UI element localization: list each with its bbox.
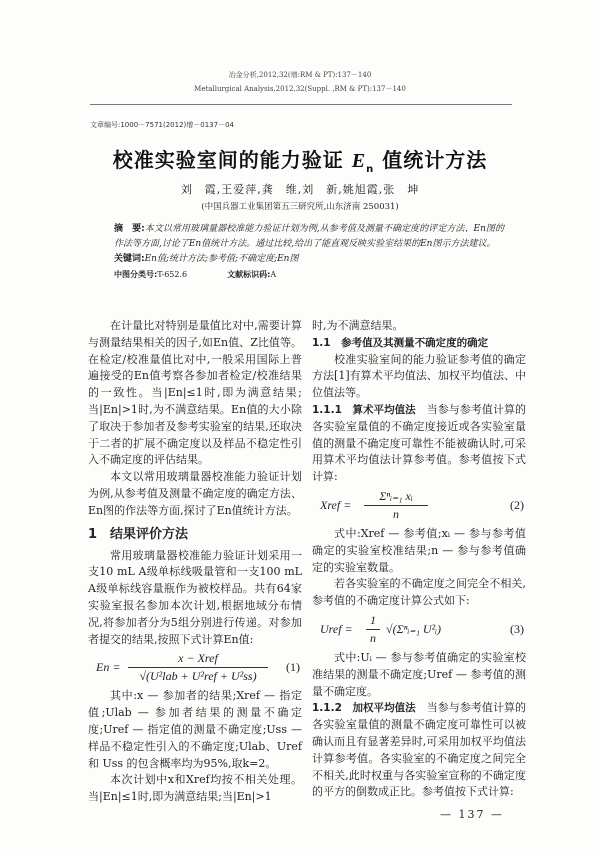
eq3-definitions: 式中:Uᵢ — 参与参考值确定的实验室校准结果的测量不确定度;Uref — 参考值的测量不确定度。: [312, 650, 526, 698]
paper-title: [0, 144, 600, 175]
eq3-numerator: 1: [366, 612, 380, 630]
doc-code: A: [270, 270, 277, 279]
eq1-number: (1): [286, 660, 300, 675]
keywords-label: 关键词:: [114, 254, 145, 264]
section1-1-paragraph: 校准实验室间的能力验证参考值的确定方法[1]有算术平均值法、加权平均值法、中位值法等。: [312, 352, 526, 400]
section-heading-1-1-2: 1.1.2 加权平均值法: [312, 702, 416, 715]
eq2-denominator: n: [393, 506, 399, 521]
right-column: [312, 318, 526, 801]
eq1-numerator: x − Xref: [128, 650, 268, 668]
eq3-number: (3): [510, 621, 524, 636]
eq2-lhs: Xref =: [320, 497, 352, 512]
section1-paragraph-2: 本次计划中x和Xref均按不相关处理。当|En|≤1时,即为满意结果;当|En|>1: [88, 773, 302, 804]
eq3-root: √(Σⁿᵢ₌₁ U²ᵢ): [386, 621, 442, 636]
equation-1: [88, 648, 302, 688]
section1-1-1-paragraph: 当参与参考值计算的各实验室量值的不确定度接近或各实验室量值的测量不确定度可靠性不能被确认时,可采用算术平均值法计算参考值。参考值按下式计算:: [312, 402, 527, 484]
equation-3: [312, 610, 526, 650]
eq1-definitions: 其中:x — 参加者的结果;Xref — 指定值;Ulab — 参加者结果的测量不确定度;Uref — 指定值的测量不确定度;Uss — 样品不稳定性引入的不确定度;Ulab、Uref 和 Uss 的包含概率均为95%,取k=2。: [88, 689, 302, 770]
intro-paragraph-1: 在计量比对特别是量值比对中,需要计算与测量结果相关的因子,如En值、Z比值等。在检定/校准量值比对中,一般采用国际上普遍接受的En值考察各参加者检定/校准结果的一致性。当|En|≤1时,即为满意结果;当|En|>1时,为不满意结果。En值的大小除了取决于参加者及参考实验室的结果,还取决于二者的扩展不确定度以及样品不稳定性引入不确定度的评估结果。: [88, 319, 302, 467]
affiliation: (中国兵器工业集团第五三研究所,山东济南 250031): [201, 202, 399, 212]
section-heading-1-1: 1.1 参考值及其测量不确定度的确定: [312, 336, 489, 349]
page-number: — 137 —: [440, 808, 504, 821]
eq3-lhs: Uref =: [320, 621, 353, 636]
title-text-end: 值统计方法: [374, 148, 488, 172]
uncertainty-paragraph: 若各实验室的不确定度之间完全不相关,参考值的不确定度计算公式如下:: [312, 577, 526, 608]
eq1-lhs: En =: [96, 660, 121, 675]
title-text: 校准实验室间的能力验证: [112, 148, 352, 172]
eq1-denominator: √(U²lab + U²ref + U²ss): [139, 669, 257, 684]
journal-citation-cn: 冶金分析,2012,32(增:RM & PT):137－140: [228, 71, 372, 79]
eq3-denominator: n: [370, 630, 376, 645]
clc-label: 中图分类号:: [114, 270, 158, 279]
abstract: [114, 222, 504, 282]
header-rule: [90, 104, 512, 105]
continued-text: 时,为不满意结果。: [312, 319, 404, 332]
journal-citation-en: Metallurgical Analysis,2012,32(Suppl. ,RM & PT):137－140: [194, 85, 406, 93]
equation-2: [312, 486, 526, 526]
title-subscript: n: [366, 164, 375, 175]
eq2-definitions: 式中:Xref — 参考值;xᵢ — 参与参考值确定的实验室校准结果;n — 参与参考值确定的实验室数量。: [312, 526, 526, 574]
section1-paragraph: 常用玻璃量器校准能力验证计划采用一支10 mL A级单标线吸量管和一支100 mL A级单标线容量瓶作为被校样品。共有64家实验室报名参加本次计划,根据地域分布情况,将参加者分为5组分别进行传递。对参加者提交的结果,按照下式计算En值:: [88, 548, 302, 646]
intro-paragraph-2: 本文以常用玻璃量器校准能力验证计划为例,从参考值及测量不确定度的确定方法、En图的作法等方面,探讨了En值统计方法。: [88, 470, 302, 517]
section-heading-1: 1 结果评价方法: [88, 526, 189, 542]
clc-code: T-652.6: [157, 270, 188, 279]
authors: 刘 霞,王爱萍,龚 维,刘 新,姚旭霞,张 坤: [180, 183, 420, 196]
section-heading-1-1-1: 1.1.1 算术平均值法: [312, 403, 416, 416]
title-symbol: E: [351, 150, 367, 172]
abstract-text: 本文以常用玻璃量器校准能力验证计划为例,从参考值及测量不确定度的评定方法、En图的作法等方面,讨论了En值统计方法。通过比较,给出了能直观反映实验室结果的En图示方法建议。: [114, 224, 504, 249]
keywords: En值;统计方法;参考值;不确定度;En图: [144, 254, 299, 264]
article-number: 文章编号:1000－7571(2012)增－0137－04: [90, 121, 234, 129]
section1-1-2-paragraph: 当参与参考值计算的各实验室量值的测量不确定度可靠性可以被确认而且有显著差异时,可采用加权平均值法计算参考值。各实验室的不确定度之间完全不相关,此时权重与各实验室宣称的不确定度的平方的倒数成正比。参考值按下式计算:: [312, 701, 527, 799]
eq2-numerator: Σⁿᵢ₌₁ xᵢ: [364, 488, 428, 506]
eq2-number: (2): [510, 497, 524, 512]
doc-code-label: 文献标识码:: [227, 270, 271, 279]
left-column: [88, 318, 302, 806]
abstract-label: 摘 要:: [114, 224, 145, 234]
